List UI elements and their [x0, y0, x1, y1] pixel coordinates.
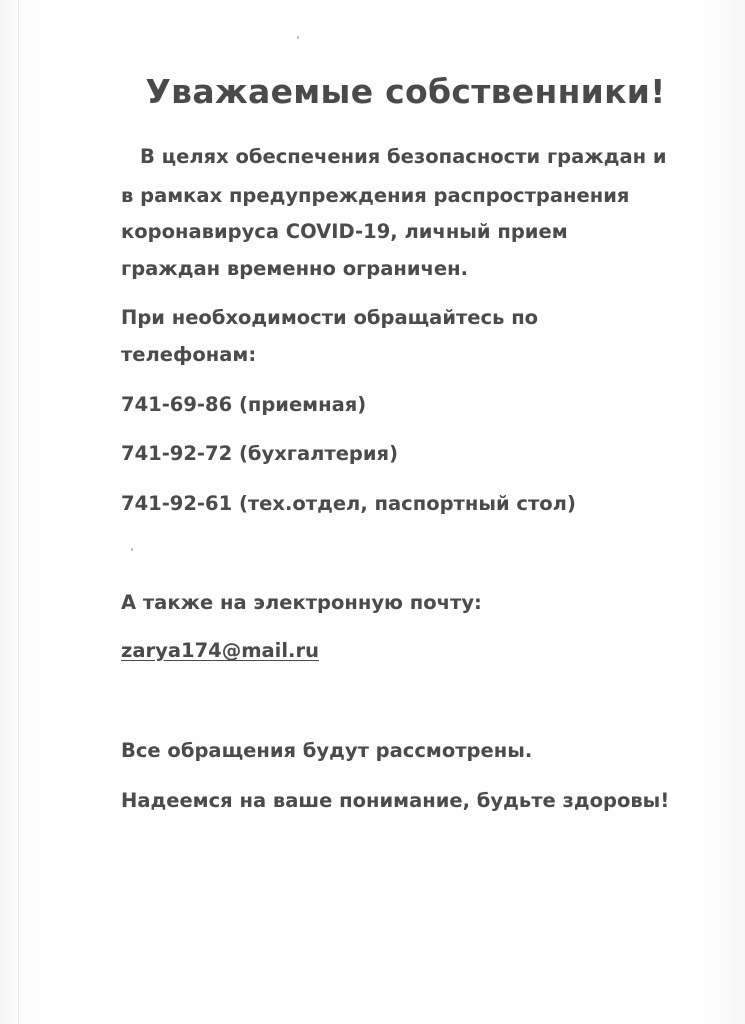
- closing-line-2: Надеемся на ваше понимание, будьте здоровы!: [121, 789, 670, 812]
- email-link[interactable]: zarya174@mail.ru: [121, 639, 319, 662]
- closing-line-1: Все обращения будут рассмотрены.: [121, 739, 533, 762]
- contact-line-2: телефонам:: [121, 343, 257, 366]
- scan-edge-line: [18, 0, 19, 1024]
- phone-technical-department: 741-92-61 (тех.отдел, паспортный стол): [121, 492, 576, 515]
- intro-line-4: граждан временно ограничен.: [121, 257, 469, 280]
- phone-reception: 741-69-86 (приемная): [121, 393, 367, 416]
- scan-speck: [131, 548, 133, 551]
- email-intro: А также на электронную почту:: [121, 591, 482, 614]
- intro-line-3: коронавируса COVID-19, личный прием: [121, 220, 568, 243]
- phone-accounting: 741-92-72 (бухгалтерия): [121, 442, 398, 465]
- intro-line-2: в рамках предупреждения распространения: [121, 184, 630, 207]
- scan-speck: [297, 36, 299, 39]
- notice-title: Уважаемые собственники!: [145, 72, 666, 111]
- intro-line-1: В целях обеспечения безопасности граждан и: [140, 145, 667, 168]
- contact-line-1: При необходимости обращайтесь по: [121, 306, 539, 329]
